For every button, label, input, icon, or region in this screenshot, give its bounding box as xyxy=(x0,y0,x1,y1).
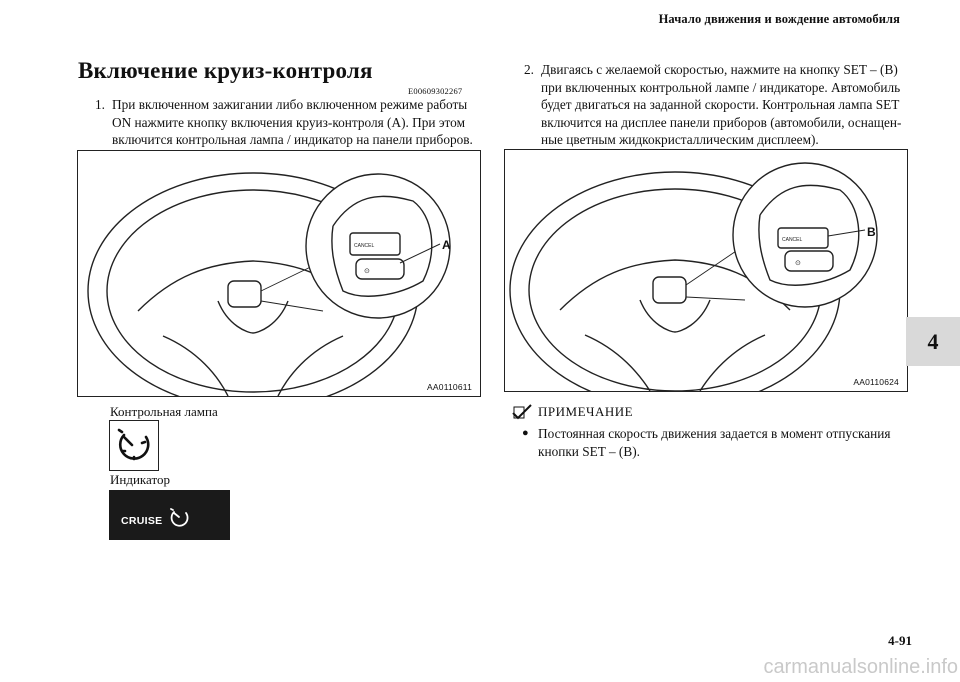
callout-a: A xyxy=(442,238,451,252)
section-code: E00609302267 xyxy=(408,86,463,96)
page-number: 4-91 xyxy=(888,633,912,648)
indicator-label: Индикатор xyxy=(110,472,170,487)
steering-wheel-illustration-a xyxy=(78,151,480,396)
step-2 xyxy=(524,61,914,149)
step-1 xyxy=(95,96,481,149)
cruise-speedometer-icon xyxy=(167,505,191,529)
note-heading xyxy=(512,404,633,420)
note-item xyxy=(522,425,912,460)
running-header: Начало движения и вождение автомобиля xyxy=(658,12,900,26)
steering-wheel-figure-a xyxy=(77,150,481,397)
step-2-text: Двигаясь с желаемой скоростью, нажмите на кнопку SET – (B) при включенных контрольной лампе / индикаторе. Автомобиль будет двигаться на заданной скорости. Контрольная лампа SET включится на дисплее панели приборов (автомобили, оснащен- ные цветным жидкокристаллическим дисплеем). xyxy=(541,62,902,147)
steering-wheel-figure-b xyxy=(504,149,908,392)
note-heading-text: ПРИМЕЧАНИЕ xyxy=(538,404,634,419)
figure-code-a: AA0110611 xyxy=(427,382,472,392)
svg-text:⊙: ⊙ xyxy=(795,260,801,267)
note-text: Постоянная скорость движения задается в момент отпускания кнопки SET – (B). xyxy=(538,426,891,459)
lamp-icon-box xyxy=(109,420,159,471)
cruise-speedometer-icon xyxy=(110,421,158,470)
step-1-number: 1. xyxy=(95,97,105,112)
svg-text:⊙: ⊙ xyxy=(364,268,370,275)
note-icon xyxy=(512,404,532,420)
cruise-indicator-text: CRUISE xyxy=(121,515,163,527)
watermark: carmanualsonline.info xyxy=(730,652,960,682)
section-title: Включение круиз-контроля xyxy=(78,58,373,83)
indicator-display xyxy=(109,490,230,540)
steering-wheel-illustration-b xyxy=(505,150,907,391)
figure-code-b: AA0110624 xyxy=(853,377,899,387)
step-2-number: 2. xyxy=(524,62,534,77)
callout-b: B xyxy=(867,225,876,239)
bullet-icon: ● xyxy=(522,427,529,439)
cancel-label-a: CANCEL xyxy=(354,243,375,249)
lamp-label: Контрольная лампа xyxy=(110,404,218,419)
cancel-label-b: CANCEL xyxy=(782,237,803,243)
chapter-tab: 4 xyxy=(906,317,960,366)
step-1-text: При включенном зажигании либо включенном режиме работы ON нажмите кнопку включения круиз-контроля (A). При этом включится контрольная лампа / индикатор на панели приборов. xyxy=(112,97,473,147)
